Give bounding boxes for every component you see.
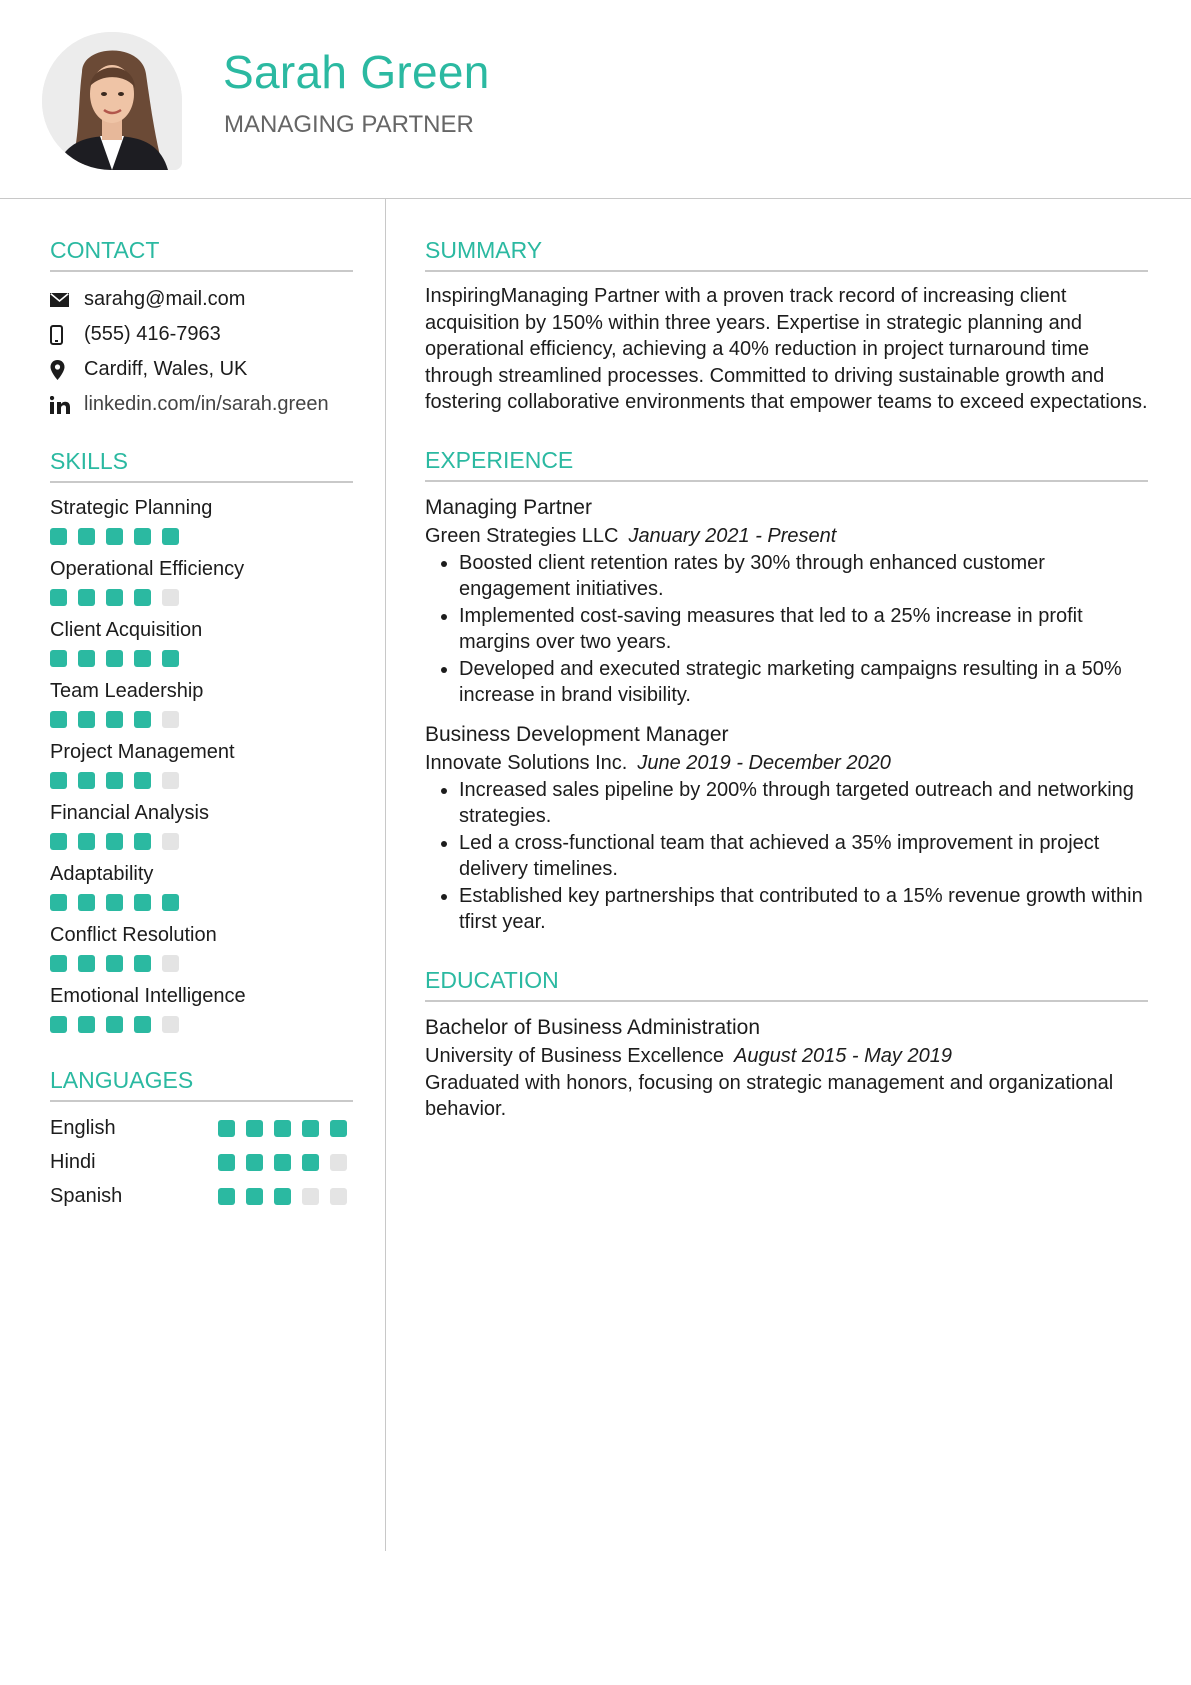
job-title: Managing Partner: [425, 495, 592, 519]
job-bullets: [425, 777, 1148, 936]
job-meta: [425, 522, 1148, 550]
rating-dot-filled: [274, 1154, 291, 1171]
summary-heading: SUMMARY: [425, 236, 1148, 272]
skill-item: [50, 861, 353, 911]
experience-heading: EXPERIENCE: [425, 446, 1148, 482]
resume-header: [0, 0, 1191, 198]
languages-list: [50, 1111, 353, 1213]
linkedin-icon: [50, 396, 84, 414]
rating-dot-filled: [78, 955, 95, 972]
skill-name: Conflict Resolution: [50, 924, 217, 946]
rating-dot-filled: [134, 589, 151, 606]
candidate-title: MANAGING PARTNER: [224, 111, 474, 138]
job-bullet: • Developed and executed strategic marketing campaigns resulting in a 50% increase in brand visibility.: [459, 656, 1148, 709]
education-school: University of Business Excellence: [425, 1044, 725, 1067]
job-dates: January 2021 - Present: [628, 524, 837, 547]
rating-dot-empty: [302, 1188, 319, 1205]
summary-text: InspiringManaging Partner with a proven track record of increasing client acquisition by 150% within three years. Expertise in strategic planning and operational efficiency, achieving a 40% reduction in project turnaround time through streamlined processes. Committed to driving sustainable growth and fostering collaborative environments that empower teams to exceed expectations.: [425, 285, 1148, 413]
skills-heading: SKILLS: [50, 447, 353, 483]
contact-email-text: sarahg@mail.com: [84, 288, 246, 310]
language-name: English: [50, 1116, 116, 1139]
rating-dot-filled: [134, 1016, 151, 1033]
rating-dot-filled: [302, 1120, 319, 1137]
job-entry: [425, 721, 1148, 936]
rating-dot-filled: [106, 955, 123, 972]
rating-dot-empty: [330, 1154, 347, 1171]
rating-dot-filled: [134, 711, 151, 728]
skill-name: Team Leadership: [50, 680, 204, 702]
skill-rating: [50, 833, 353, 850]
rating-dot-filled: [106, 772, 123, 789]
rating-dot-filled: [78, 772, 95, 789]
skill-item: [50, 678, 353, 728]
candidate-name: Sarah Green: [223, 46, 490, 98]
rating-dot-filled: [50, 528, 67, 545]
skill-name: Client Acquisition: [50, 619, 203, 641]
rating-dot-filled: [106, 894, 123, 911]
avatar-portrait-icon: [42, 32, 182, 170]
education-meta: [425, 1042, 1148, 1070]
education-heading: EDUCATION: [425, 966, 1148, 1002]
skill-name: Financial Analysis: [50, 802, 209, 824]
rating-dot-empty: [162, 955, 179, 972]
skill-rating: [50, 711, 353, 728]
contact-phone-text: (555) 416-7963: [84, 323, 221, 345]
profile-photo: [42, 32, 182, 170]
contact-email[interactable]: [50, 282, 353, 317]
rating-dot-empty: [162, 772, 179, 789]
rating-dot-filled: [218, 1188, 235, 1205]
rating-dot-filled: [274, 1188, 291, 1205]
rating-dot-filled: [330, 1120, 347, 1137]
rating-dot-filled: [106, 1016, 123, 1033]
rating-dot-filled: [78, 833, 95, 850]
rating-dot-filled: [106, 711, 123, 728]
rating-dot-filled: [134, 772, 151, 789]
skills-list: [50, 495, 353, 1033]
rating-dot-filled: [106, 589, 123, 606]
rating-dot-filled: [302, 1154, 319, 1171]
job-meta: [425, 749, 1148, 777]
rating-dot-filled: [162, 528, 179, 545]
language-item: [50, 1111, 353, 1145]
skill-item: [50, 556, 353, 606]
job-dates: June 2019 - December 2020: [637, 751, 891, 774]
rating-dot-filled: [246, 1120, 263, 1137]
skill-rating: [50, 650, 353, 667]
column-divider: [385, 199, 386, 1551]
rating-dot-filled: [78, 894, 95, 911]
skill-name: Project Management: [50, 741, 235, 763]
skill-rating: [50, 1016, 353, 1033]
rating-dot-filled: [50, 650, 67, 667]
rating-dot-filled: [106, 528, 123, 545]
contact-location-text: Cardiff, Wales, UK: [84, 358, 248, 380]
rating-dot-filled: [50, 894, 67, 911]
skill-item: [50, 617, 353, 667]
job-bullet: • Implemented cost-saving measures that led to a 25% increase in profit margins over two years.: [459, 603, 1148, 656]
rating-dot-filled: [106, 650, 123, 667]
rating-dot-filled: [50, 1016, 67, 1033]
rating-dot-filled: [134, 833, 151, 850]
language-name: Spanish: [50, 1184, 123, 1207]
contact-phone[interactable]: [50, 317, 353, 352]
skill-name: Operational Efficiency: [50, 558, 245, 580]
experience-section: [425, 446, 1148, 936]
education-dates: August 2015 - May 2019: [734, 1044, 952, 1067]
contact-section: [50, 236, 353, 422]
rating-dot-filled: [78, 650, 95, 667]
contact-heading: CONTACT: [50, 236, 353, 272]
skill-rating: [50, 772, 353, 789]
skill-item: [50, 983, 353, 1033]
contact-linkedin[interactable]: [50, 387, 353, 422]
language-item: [50, 1179, 353, 1213]
job-company: Innovate Solutions Inc.: [425, 751, 628, 774]
left-column: [50, 236, 353, 1213]
language-rating: [218, 1154, 347, 1171]
rating-dot-empty: [162, 833, 179, 850]
language-rating: [218, 1120, 347, 1137]
skill-rating: [50, 955, 353, 972]
education-section: [425, 966, 1148, 1123]
job-bullets: [425, 550, 1148, 709]
skill-name: Strategic Planning: [50, 497, 213, 519]
contact-linkedin-text: linkedin.com/in/sarah.green: [84, 393, 329, 415]
experience-list: [425, 494, 1148, 936]
skill-rating: [50, 528, 353, 545]
phone-icon: [50, 325, 84, 345]
skill-name: Adaptability: [50, 863, 154, 885]
rating-dot-filled: [134, 650, 151, 667]
rating-dot-filled: [78, 1016, 95, 1033]
skill-rating: [50, 894, 353, 911]
job-company: Green Strategies LLC: [425, 524, 619, 547]
languages-section: [50, 1066, 353, 1213]
rating-dot-filled: [218, 1120, 235, 1137]
languages-heading: LANGUAGES: [50, 1066, 353, 1102]
education-description: Graduated with honors, focusing on strategic management and organizational behavior.: [425, 1071, 1114, 1120]
skill-item: [50, 495, 353, 545]
rating-dot-filled: [162, 894, 179, 911]
header-divider: [0, 198, 1191, 199]
rating-dot-filled: [50, 772, 67, 789]
job-bullet: • Boosted client retention rates by 30% through enhanced customer engagement initiatives.: [459, 550, 1148, 603]
job-bullet: • Led a cross-functional team that achieved a 35% improvement in project delivery timelines.: [459, 830, 1148, 883]
language-rating: [218, 1188, 347, 1205]
skill-item: [50, 800, 353, 850]
skill-item: [50, 922, 353, 972]
rating-dot-filled: [274, 1120, 291, 1137]
rating-dot-filled: [78, 528, 95, 545]
summary-section: [425, 236, 1148, 416]
rating-dot-filled: [218, 1154, 235, 1171]
skills-section: [50, 447, 353, 1033]
rating-dot-filled: [162, 650, 179, 667]
rating-dot-filled: [78, 589, 95, 606]
rating-dot-filled: [106, 833, 123, 850]
skill-rating: [50, 589, 353, 606]
rating-dot-filled: [50, 711, 67, 728]
rating-dot-filled: [50, 955, 67, 972]
rating-dot-filled: [134, 955, 151, 972]
skill-item: [50, 739, 353, 789]
rating-dot-empty: [162, 589, 179, 606]
rating-dot-filled: [50, 833, 67, 850]
rating-dot-empty: [330, 1188, 347, 1205]
job-entry: [425, 494, 1148, 709]
job-bullet: • Established key partnerships that contributed to a 15% revenue growth within tfirst year.: [459, 883, 1148, 936]
language-item: [50, 1145, 353, 1179]
rating-dot-empty: [162, 711, 179, 728]
job-bullet: • Increased sales pipeline by 200% through targeted outreach and networking strategies.: [459, 777, 1148, 830]
contact-location: [50, 352, 353, 387]
rating-dot-filled: [246, 1154, 263, 1171]
location-icon: [50, 360, 84, 380]
rating-dot-filled: [50, 589, 67, 606]
right-column: [425, 236, 1148, 1123]
contact-list: [50, 282, 353, 422]
language-name: Hindi: [50, 1150, 96, 1173]
rating-dot-filled: [134, 894, 151, 911]
rating-dot-empty: [162, 1016, 179, 1033]
rating-dot-filled: [78, 711, 95, 728]
skill-name: Emotional Intelligence: [50, 985, 246, 1007]
education-degree: Bachelor of Business Administration: [425, 1015, 761, 1039]
rating-dot-filled: [246, 1188, 263, 1205]
email-icon: [50, 293, 84, 307]
rating-dot-filled: [134, 528, 151, 545]
job-title: Business Development Manager: [425, 722, 729, 746]
